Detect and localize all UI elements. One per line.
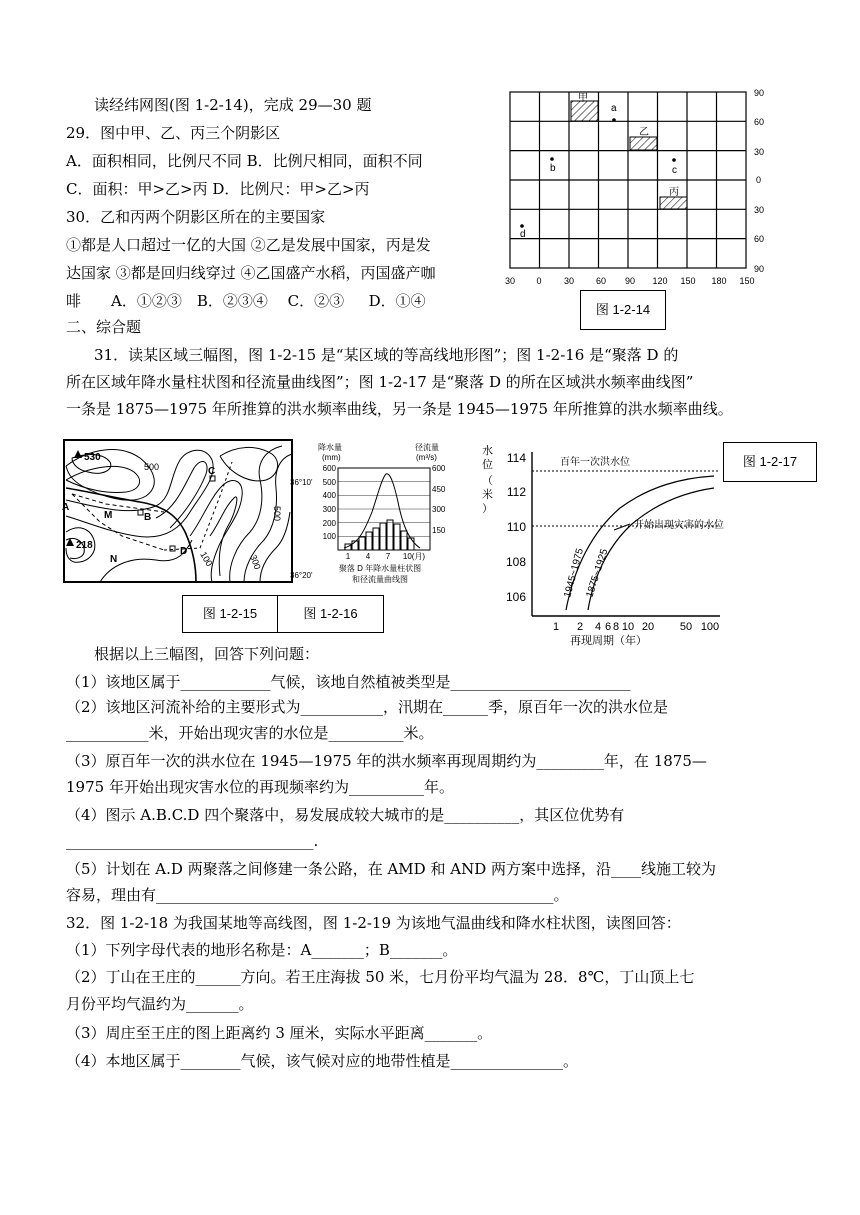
section-heading: 二、综合题 xyxy=(66,318,142,336)
disaster-pointer xyxy=(614,524,630,530)
point-b xyxy=(550,157,554,161)
latitude-labels xyxy=(754,88,764,274)
lon-label: 120 xyxy=(652,276,668,286)
x-tick: 2 xyxy=(576,621,584,633)
right-tick: 300 xyxy=(432,505,446,514)
caption-16: 图 1-2-16 xyxy=(303,606,358,621)
lon-label: 30 xyxy=(504,276,516,286)
lat-label: 90 xyxy=(754,264,765,274)
lon-label: 180 xyxy=(711,276,727,286)
month-tick: 7 xyxy=(385,552,391,561)
q31-stem-line1: 31．读某区域三幅图，图 1-2-15 是“某区域的等高线地形图”；图 1-2-16 是“聚落 D 的 xyxy=(94,346,679,364)
lon-label: 150 xyxy=(739,276,755,286)
left-tick: 600 xyxy=(322,464,336,473)
lat-label: 60 xyxy=(754,234,765,244)
x-tick: 50 xyxy=(679,621,693,633)
place-n: N xyxy=(110,554,118,565)
q30-line1: ①都是人口超过一亿的大国 ②乙是发展中国家，丙是发 xyxy=(66,236,431,254)
area-jia xyxy=(571,101,598,121)
month-tick: 4 xyxy=(365,552,371,561)
graticule-figure xyxy=(500,82,800,292)
right-tick: 600 xyxy=(432,464,446,473)
place-a: A xyxy=(62,502,70,513)
x-tick: 6 xyxy=(604,621,612,633)
x-ticks xyxy=(553,621,719,633)
curve-1875-label: 1875~1925 xyxy=(584,547,611,599)
left-tick: 200 xyxy=(322,519,336,528)
q32-part3: （3）周庄至王庄的图上距离约 3 厘米，实际水平距离_______。 xyxy=(66,1024,493,1042)
y-ticks xyxy=(506,451,526,604)
settlement-d-icon xyxy=(170,546,175,551)
caption-box-15-16 xyxy=(182,595,384,633)
x-ticks xyxy=(346,552,426,561)
area-bing xyxy=(660,197,687,209)
q32-part1: （1）下列字母代表的地形名称是：A_______；B_______。 xyxy=(66,941,458,959)
ylabel-char2: 位 xyxy=(482,459,493,471)
lon-label: 60 xyxy=(595,276,607,286)
y-tick: 106 xyxy=(505,590,526,604)
left-tick: 500 xyxy=(322,478,336,487)
q31-part1: （1）该地区属于____________气候，该地自然植被类型是________________________ xyxy=(66,673,631,691)
x-tick: 1 xyxy=(552,621,560,633)
place-c: C xyxy=(208,466,216,477)
q32-part2: （2）丁山在王庄的______方向。若王庄海拔 50 米，七月份平均气温为 28．8℃，丁山顶上七 xyxy=(66,968,695,986)
left-tick: 300 xyxy=(322,505,336,514)
lat-label: 30 xyxy=(754,147,765,157)
area-yi xyxy=(630,137,657,150)
q29-options-cd: C．面积：甲>乙>丙 D．比例尺：甲>乙>丙 xyxy=(66,180,370,198)
q29-intro: 读经纬网图(图 1-2-14)，完成 29—30 题 xyxy=(94,96,372,114)
precipitation-runoff-chart xyxy=(310,440,460,600)
q32-stem: 32．图 1-2-18 为我国某地等高线图，图 1-2-19 为该地气温曲线和降水柱状图，读图回答： xyxy=(66,914,681,932)
q29-stem: 29．图中甲、乙、丙三个阴影区 xyxy=(66,124,281,142)
left-axis-title: 降水量 xyxy=(318,443,342,452)
x-tick: 4 xyxy=(594,621,602,633)
peak-218-label: 218 xyxy=(76,540,93,551)
caption-17: 图 1-2-17 xyxy=(723,442,817,482)
x-axis-label: 再现周期（年） xyxy=(570,635,647,647)
q31-stem-line3: 一条是 1875—1975 年所推算的洪水频率曲线，另一条是 1945—1975 年所推算的洪水频率曲线。 xyxy=(66,400,733,418)
left-tick: 100 xyxy=(322,532,336,541)
right-tick: 150 xyxy=(432,526,446,535)
q31-part4-cont: _________________________________. xyxy=(66,832,319,850)
left-tick: 400 xyxy=(322,491,336,500)
contour-map xyxy=(60,436,300,590)
contour-label: 500 xyxy=(272,506,282,522)
month-tick: 10(月) xyxy=(402,552,426,561)
q29-options-ab: A．面积相同，比例尺不同 B．比例尺相同，面积不同 xyxy=(66,152,423,170)
settlement-b-icon xyxy=(138,510,143,515)
point-c-label: c xyxy=(672,165,677,176)
chart16-gridlines xyxy=(338,482,430,537)
runoff-curve xyxy=(344,474,420,548)
right-tick: 450 xyxy=(432,485,446,494)
ylabel-char4: 米 xyxy=(482,489,493,501)
lat-label: 30 xyxy=(754,205,765,215)
lon-label: 0 xyxy=(536,276,542,286)
lon-label: 30 xyxy=(563,276,575,286)
lon-label: 90 xyxy=(624,276,636,286)
ylabel-char3: （ xyxy=(482,475,493,487)
chart16-title-line1: 聚落 D 年降水量柱状图 xyxy=(338,564,422,573)
flood-frequency-chart xyxy=(470,438,730,648)
centennial-flood-label: 百年一次洪水位 xyxy=(560,457,630,468)
q30-line3: 啡 A．①②③ B．②③④ C．②③ D．①④ xyxy=(66,292,426,310)
answers-intro: 根据以上三幅图，回答下列问题： xyxy=(94,645,320,663)
contour-label: 300 xyxy=(248,553,263,571)
disaster-level-label: 开始出现灾害的水位 xyxy=(634,520,724,531)
contour-label: 500 xyxy=(144,462,160,472)
place-m: M xyxy=(104,510,113,521)
right-axis-unit: (m³/s) xyxy=(416,453,437,462)
graticule-grid xyxy=(510,92,746,268)
figure-caption: 图 1-2-14 xyxy=(580,290,666,330)
left-axis-unit: (mm) xyxy=(322,453,341,462)
point-a-label: a xyxy=(611,103,617,114)
y-tick: 112 xyxy=(506,485,526,499)
curve-1945-label: 1945~1975 xyxy=(562,547,586,599)
trail xyxy=(164,462,232,550)
q32-part2-cont: 月份平均气温约为_______。 xyxy=(66,995,254,1013)
area-jia-label: 甲 xyxy=(578,93,588,104)
curve-1875-1925 xyxy=(588,488,714,610)
ylabel-char5: ） xyxy=(482,503,493,515)
area-yi-label: 乙 xyxy=(639,127,649,138)
ylabel-char1: 水 xyxy=(482,445,493,457)
lat-top-label: 36°10' xyxy=(290,478,313,487)
x-tick: 8 xyxy=(612,621,620,633)
point-b-label: b xyxy=(550,163,556,174)
q31-part3: （3）原百年一次的洪水位在 1945—1975 年的洪水频率再现周期约为_________年，在 1875— xyxy=(66,752,707,770)
lat-label: 90 xyxy=(754,88,765,98)
peak-530-label: 530 xyxy=(84,452,101,463)
q31-stem-line2: 所在区域年降水量柱状图和径流量曲线图”；图 1-2-17 是“聚落 D 的所在区域洪水频率曲线图” xyxy=(66,373,694,391)
point-c xyxy=(672,158,676,162)
chart16-title-line2: 和径流量曲线图 xyxy=(352,575,408,584)
chart16-text xyxy=(318,442,439,462)
contour-label: 100 xyxy=(198,550,215,569)
lat-label: 60 xyxy=(754,117,765,127)
x-tick: 10 xyxy=(621,621,635,633)
q31-part2-cont: ___________米，开始出现灾害的水位是__________米。 xyxy=(66,724,434,742)
peak-530-icon xyxy=(74,450,82,458)
q31-part5-cont: 容易，理由有_____________________________________________________。 xyxy=(66,886,569,904)
y-tick: 108 xyxy=(505,555,526,569)
place-d: D xyxy=(180,546,188,557)
route-amd xyxy=(72,494,164,512)
y-tick: 114 xyxy=(506,451,526,465)
x-tick: 20 xyxy=(641,621,655,633)
q30-stem: 30．乙和丙两个阴影区所在的主要国家 xyxy=(66,208,326,226)
right-axis-title: 径流量 xyxy=(415,443,439,452)
place-b: B xyxy=(144,512,152,523)
lat-label: 0 xyxy=(756,175,762,185)
x-tick: 100 xyxy=(700,621,720,633)
q31-part4: （4）图示 A.B.C.D 四个聚落中，易发展成较大城市的是__________，其区位优势有 xyxy=(66,806,625,824)
q31-part2: （2）该地区河流补给的主要形式为___________，汛期在______季，原百年一次的洪水位是 xyxy=(66,698,669,716)
y-tick: 110 xyxy=(506,520,526,534)
q30-line2: 达国家 ③都是回归线穿过 ④乙国盛产水稻，丙国盛产咖 xyxy=(66,264,436,282)
caption-15: 图 1-2-15 xyxy=(183,596,278,632)
right-ticks xyxy=(432,464,446,535)
month-tick: 1 xyxy=(345,552,351,561)
point-d-label: d xyxy=(520,229,526,240)
point-d xyxy=(520,224,524,228)
point-a xyxy=(612,118,616,122)
lon-label: 150 xyxy=(680,276,696,286)
area-bing-label: 丙 xyxy=(669,187,679,198)
longitude-labels xyxy=(505,276,755,286)
q32-part4: （4）本地区属于________气候，该气候对应的地带性植是_______________。 xyxy=(66,1052,579,1070)
lat-bottom-label: 36°20' xyxy=(290,571,313,580)
q31-part5: （5）计划在 A.D 两聚落之间修建一条公路，在 AMD 和 AND 两方案中选择，沿____线施工较为 xyxy=(66,860,716,878)
q31-part3-cont: 1975 年开始出现灾害水位的再现频率约为__________年。 xyxy=(66,778,454,796)
left-ticks xyxy=(323,464,337,541)
